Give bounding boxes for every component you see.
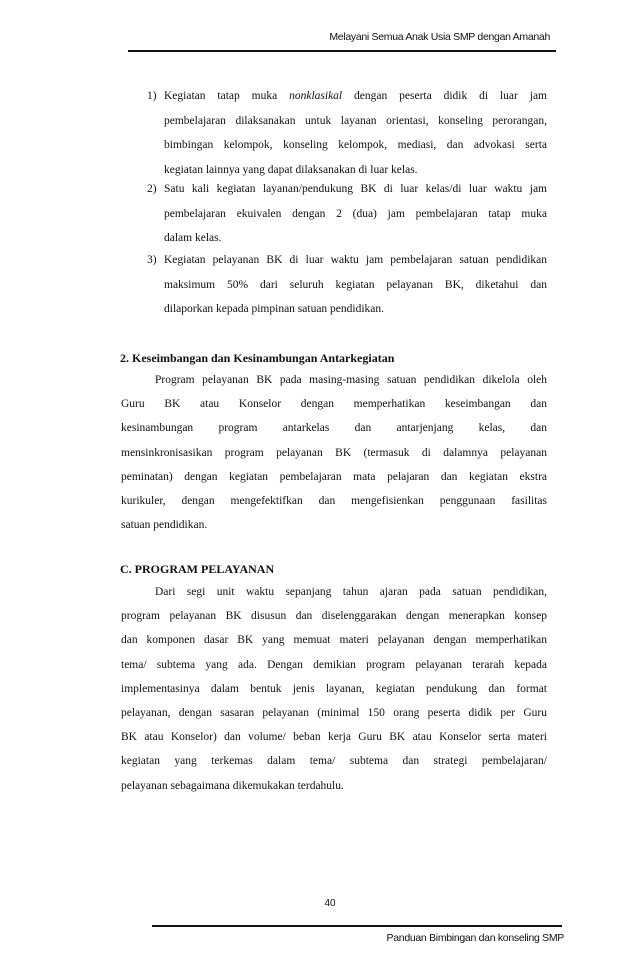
paragraph-line: kesinambungan program antarkelas dan antarjenjang kelas, dan [121,422,547,435]
list-item-2 [147,177,547,251]
footer-rule [152,925,562,927]
paragraph-line: dan komponen dasar BK yang memuat materi pelayanan dengan memperhatikan [121,634,547,647]
paragraph-line: BK atau Konselor) dan volume/ beban kerja Guru BK atau Konselor serta materi [121,731,547,744]
list-line: Kegiatan tatap muka nonklasikal dengan peserta didik di luar jam [164,90,548,102]
list-line: pembelajaran ekuivalen dengan 2 (dua) jam pembelajaran tatap muka [164,207,547,220]
list-line: Satu kali kegiatan layanan/pendukung BK di luar kelas/di luar waktu jam [164,183,547,195]
paragraph-line: kurikuler, dengan mengefektifkan dan mengefisienkan penggunaan fasilitas [121,495,547,508]
section-heading-c: C. PROGRAM PELAYANAN [120,562,275,576]
list-number: 2) [147,183,157,195]
list-line: bimbingan kelompok, konseling kelompok, mediasi, dan advokasi serta [164,139,547,151]
list-line: kegiatan lainnya yang dapat dilaksanakan di luar kelas. [164,163,418,176]
list-item-1 [147,84,547,182]
list-line: pembelajaran dilaksanakan untuk layanan orientasi, konseling perorangan, [164,114,547,127]
section-2-paragraph [121,368,547,537]
paragraph-line: Program pelayanan BK pada masing-masing satuan pendidikan dikelola oleh [155,374,547,386]
list-line: dalam kelas. [164,232,222,244]
paragraph-line: program pelayanan BK disusun dan diselenggarakan dengan menerapkan konsep [121,610,547,623]
italic-term: nonklasikal [289,90,343,102]
list-line: Kegiatan pelayanan BK di luar waktu jam pembelajaran satuan pendidikan [164,254,547,266]
list-line: dilaporkan kepada pimpinan satuan pendidikan. [164,303,385,315]
paragraph-line: implementasinya dalam bentuk jenis layanan, kegiatan pendukung dan format [121,682,547,695]
list-number: 3) [147,254,157,266]
running-footer: Panduan Bimbingan dan konseling SMP [386,932,564,944]
paragraph-line: mensinkronisasikan program pelayanan BK (termasuk di dalamnya pelayanan [121,446,547,459]
section-c-paragraph [121,580,547,798]
paragraph-line: Dari segi unit waktu sepanjang tahun ajaran pada satuan pendidikan, [155,586,547,598]
paragraph-line: pelayanan, dengan sasaran pelayanan (minimal 150 orang peserta didik per Guru [121,707,547,720]
header-rule [128,50,556,52]
list-item-3 [147,248,547,322]
paragraph-line: satuan pendidikan. [121,519,208,532]
paragraph-line: tema/ subtema yang ada. Dengan demikian program pelayanan terarah kepada [121,658,547,671]
paragraph-line: kegiatan yang terkemas dalam tema/ subtema dan strategi pembelajaran/ [121,755,547,768]
paragraph-line: Guru BK atau Konselor dengan memperhatikan keseimbangan dan [121,398,547,411]
page-number: 40 [324,898,336,909]
paragraph-line: pelayanan sebagaimana dikemukakan terdahulu. [121,779,344,792]
running-header: Melayani Semua Anak Usia SMP dengan Amanah [329,31,550,43]
list-line: maksimum 50% dari seluruh kegiatan pelayanan BK, diketahui dan [164,278,547,291]
list-number: 1) [147,90,157,102]
paragraph-line: peminatan) dengan kegiatan pembelajaran mata pelajaran dan kegiatan ekstra [121,470,547,483]
section-heading-2: 2. Keseimbangan dan Kesinambungan Antarkegiatan [120,351,395,365]
